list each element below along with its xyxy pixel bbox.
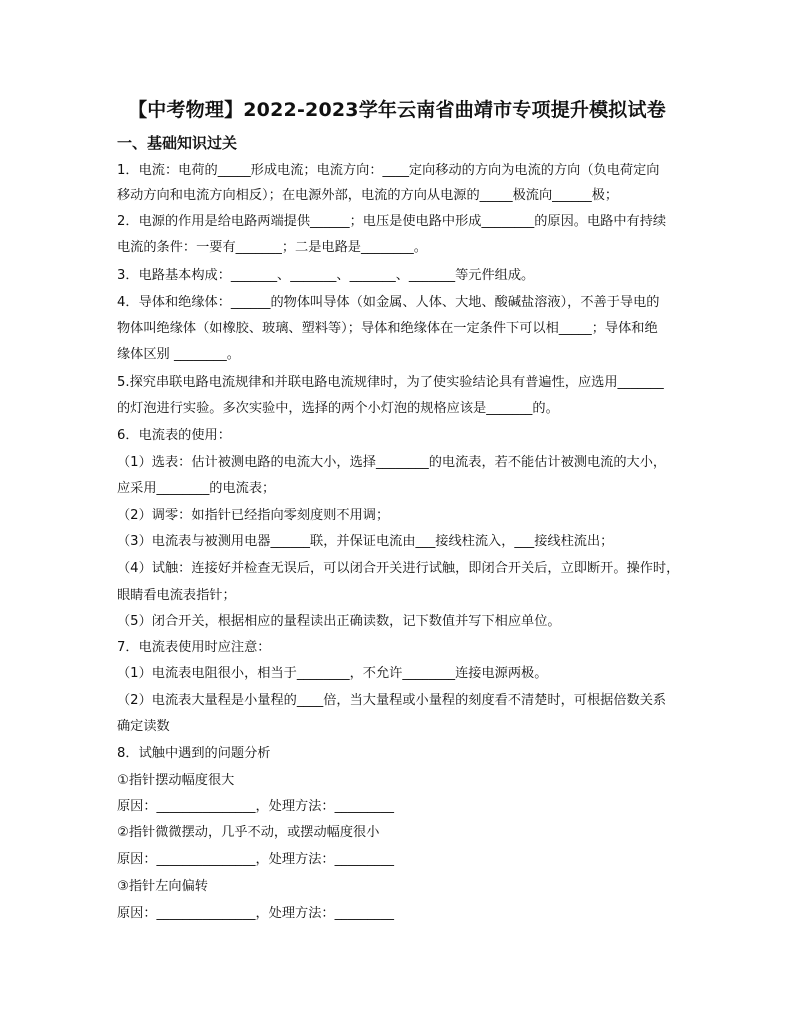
question-4-line-2: 物体叫绝缘体（如橡胶、玻璃、塑料等）；导体和绝缘体在一定条件下可以相_____；导体和绝	[117, 321, 658, 336]
question-6-item-1-line-1: （1）选表：估计被测电路的电流大小，选择________的电流表，若不能估计被测电流的大小，	[117, 455, 667, 470]
section-heading-basic-knowledge: 一、基础知识过关	[117, 134, 238, 152]
question-3-line-1: 3．电路基本构成：_______、_______、_______、_______等元件组成。	[117, 268, 535, 283]
question-6-item-5: （5）闭合开关，根据相应的量程读出正确读数，记下数值并写下相应单位。	[117, 614, 561, 629]
question-8-case-2-answer: 原因：_______________，处理方法：_________	[117, 852, 394, 867]
question-7-heading: 7．电流表使用时应注意：	[117, 640, 271, 655]
question-2-line-1: 2．电源的作用是给电路两端提供______；电压是使电路中形成________的原因。电路中有持续	[117, 214, 667, 229]
question-8-case-1-answer: 原因：_______________，处理方法：_________	[117, 799, 394, 814]
question-6-item-2: （2）调零：如指针已经指向零刻度则不用调；	[117, 508, 390, 523]
question-7-item-2-line-1: （2）电流表大量程是小量程的____倍，当大量程或小量程的刻度看不清楚时，可根据倍数关系	[117, 693, 667, 708]
question-8-case-3-answer: 原因：_______________，处理方法：_________	[117, 906, 394, 921]
question-5-line-2: 的灯泡进行实验。多次实验中，选择的两个小灯泡的规格应该是_______的。	[117, 401, 559, 416]
question-6-item-4-line-1: （4）试触：连接好并检查无误后，可以闭合开关进行试触，即闭合开关后，立即断开。操作时，	[117, 561, 680, 576]
question-7-item-1: （1）电流表电阻很小，相当于________，不允许________连接电源两极。	[117, 666, 548, 681]
question-8-heading: 8．试触中遇到的问题分析	[117, 746, 271, 761]
question-1-line-2: 移动方向和电流方向相反）；在电源外部，电流的方向从电源的_____极流向______极；	[117, 188, 619, 203]
question-6-item-3: （3）电流表与被测用电器______联，并保证电流由___接线柱流入，___接线柱流出；	[117, 534, 614, 549]
question-4-line-3: 缘体区别 ________。	[117, 347, 240, 362]
question-7-item-2-line-2: 确定读数	[117, 719, 170, 734]
question-2-line-2: 电流的条件：一要有_______；二是电路是________。	[117, 240, 427, 255]
question-8-case-3: ③指针左向偏转	[117, 879, 208, 894]
question-1-line-1: 1．电流：电荷的_____形成电流；电流方向：____定向移动的方向为电流的方向（负电荷定向	[117, 163, 660, 178]
question-4-line-1: 4．导体和绝缘体：______的物体叫导体（如金属、人体、大地、酸碱盐溶液），不善于导电的	[117, 295, 660, 310]
question-6-item-4-line-2: 眼睛看电流表指针；	[117, 588, 236, 603]
question-6-item-1-line-2: 应采用________的电流表；	[117, 481, 276, 496]
question-5-line-1: 5.探究串联电路电流规律和并联电路电流规律时，为了使实验结论具有普遍性，应选用_______	[117, 375, 664, 390]
question-8-case-1: ①指针摆动幅度很大	[117, 773, 235, 788]
question-8-case-2: ②指针微微摆动，几乎不动，或摆动幅度很小	[117, 825, 380, 840]
document-title: 【中考物理】2022-2023学年云南省曲靖市专项提升模拟试卷	[128, 99, 666, 121]
question-6-heading: 6．电流表的使用：	[117, 428, 231, 443]
